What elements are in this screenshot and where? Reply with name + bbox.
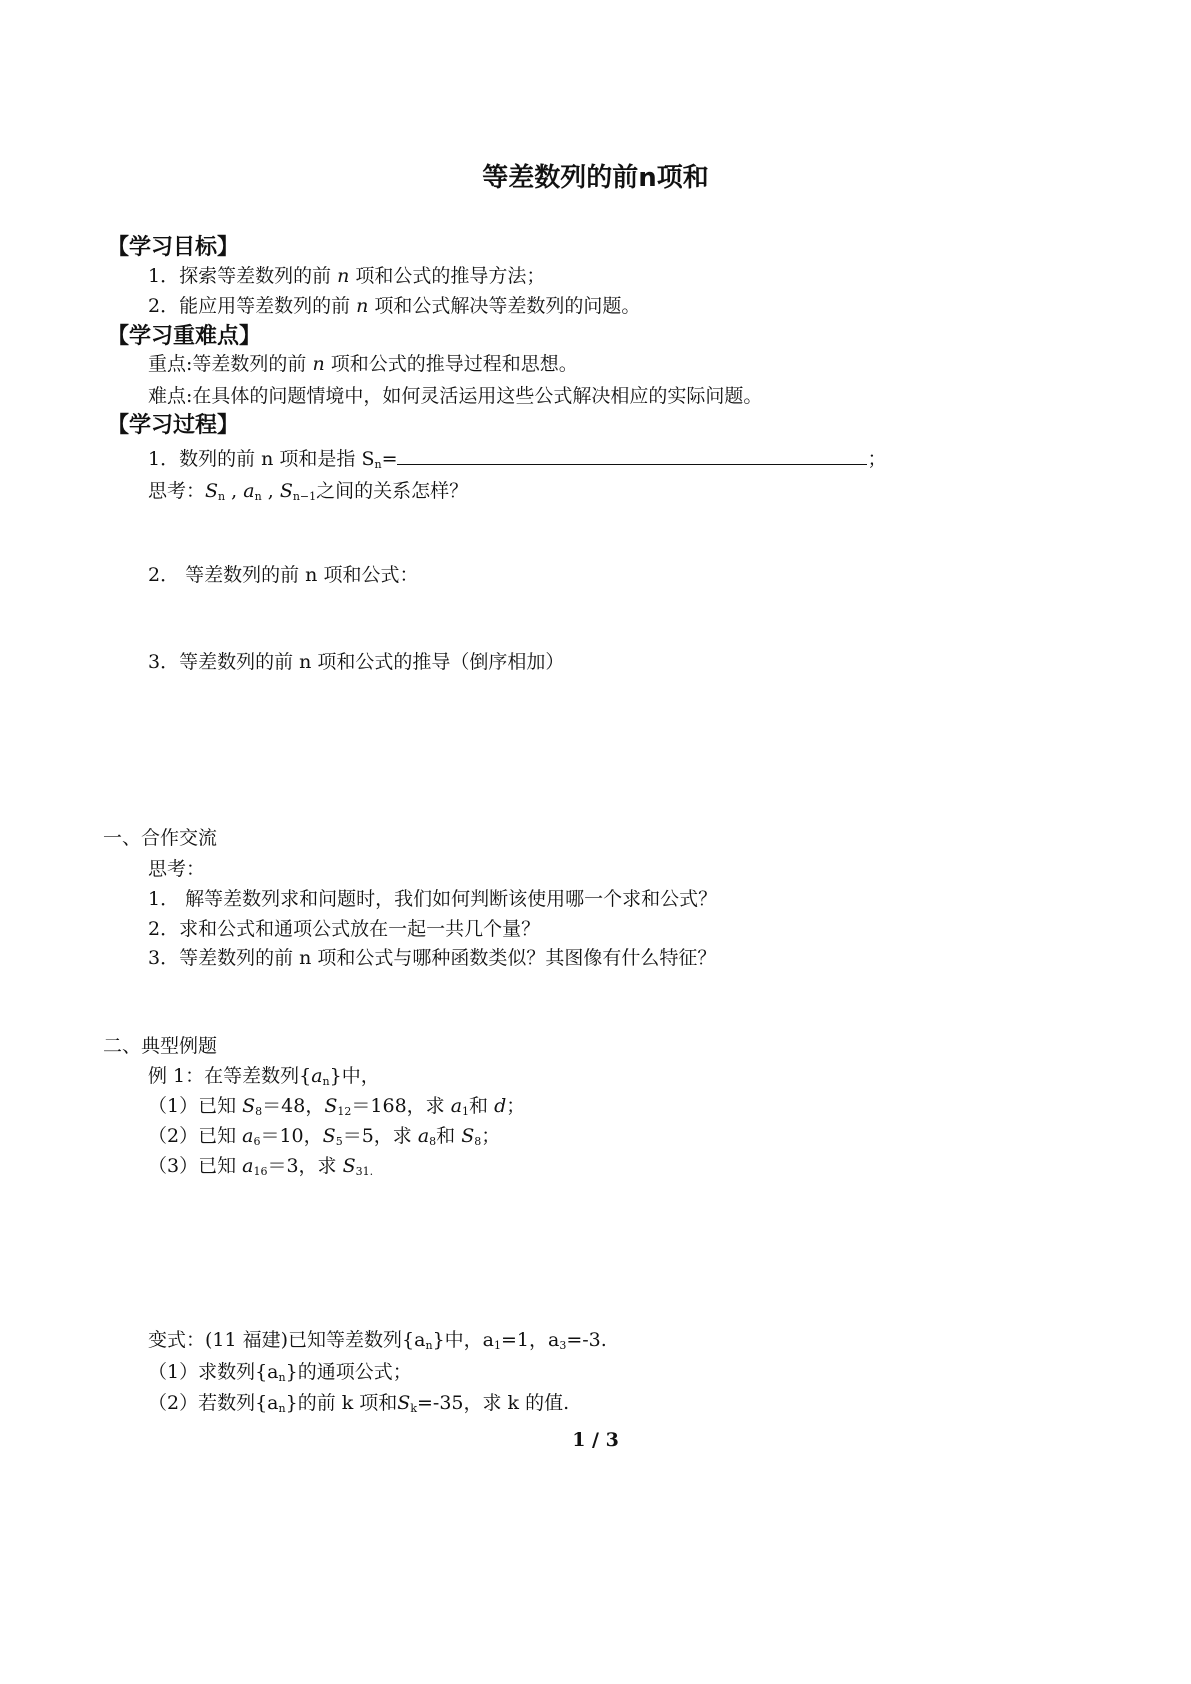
text-segment: a xyxy=(417,1125,430,1147)
page-title: 等差数列的前n项和 xyxy=(482,163,709,193)
text-segment: S xyxy=(242,1095,256,1117)
think-q1 xyxy=(148,887,717,911)
answer-blank xyxy=(397,446,867,465)
text-segment: 之间的关系怎样？ xyxy=(316,480,469,502)
text-segment: 重点:等差数列的前 xyxy=(148,353,313,375)
text-segment: 1．探索等差数列的前 xyxy=(148,265,338,287)
text-segment: ＝168，求 xyxy=(351,1095,451,1117)
text-segment: a xyxy=(242,1155,254,1177)
text-segment: 思考： xyxy=(148,480,206,502)
process-item-2 xyxy=(148,563,418,587)
text-segment: 8 xyxy=(255,1105,263,1118)
text-segment: k xyxy=(410,1402,417,1415)
text-segment: （3）已知 xyxy=(148,1155,243,1177)
text-segment: 1 xyxy=(493,1339,501,1352)
text-segment: ； xyxy=(481,1125,501,1147)
text-segment: S xyxy=(324,1095,338,1117)
text-segment: ＝48， xyxy=(262,1095,325,1117)
process-item-3 xyxy=(148,650,564,674)
text-segment: n xyxy=(356,295,369,317)
text-segment: = xyxy=(381,448,398,470)
text-segment: 思考： xyxy=(148,858,206,880)
text-segment: 3．等差数列的前 n 项和公式的推导（倒序相加） xyxy=(148,651,565,673)
text-segment: 12 xyxy=(337,1105,352,1118)
text-segment: a xyxy=(242,1125,254,1147)
text-segment: （1）求数列{a xyxy=(148,1361,279,1383)
example-1-part-2 xyxy=(148,1124,500,1154)
text-segment: n xyxy=(312,353,325,375)
text-segment: }中， xyxy=(329,1065,380,1087)
text-segment: , xyxy=(225,480,244,502)
text-segment: 项和公式的推导过程和思想。 xyxy=(324,353,578,375)
text-segment: a xyxy=(311,1065,323,1087)
text-segment: n xyxy=(374,458,382,471)
text-segment: 16 xyxy=(253,1165,268,1178)
text-segment: ＝5，求 xyxy=(342,1125,418,1147)
example-1-part-3 xyxy=(148,1154,373,1184)
text-segment: 和 xyxy=(469,1095,495,1117)
section-learning-goals xyxy=(107,236,239,260)
text-segment: 2．能应用等差数列的前 xyxy=(148,295,357,317)
text-segment: 难点:在具体的问题情境中，如何灵活运用这些公式解决相应的实际问题。 xyxy=(148,385,763,407)
think-q3 xyxy=(148,946,716,970)
section-process xyxy=(107,414,239,438)
section-examples xyxy=(103,1034,217,1058)
page-number: 1 / 3 xyxy=(572,1429,619,1451)
think-question xyxy=(148,479,468,509)
text-segment: d xyxy=(494,1095,507,1117)
text-segment: S xyxy=(205,480,219,502)
text-segment: 1． 解等差数列求和问题时，我们如何判断该使用哪一个求和公式？ xyxy=(148,888,718,910)
text-segment: n xyxy=(425,1339,433,1352)
text-segment: S xyxy=(279,480,293,502)
example-1 xyxy=(148,1064,380,1094)
think-label xyxy=(148,857,205,881)
text-segment: }中，a xyxy=(432,1329,494,1351)
text-segment: n xyxy=(337,265,350,287)
text-segment: S xyxy=(397,1392,411,1414)
text-segment: 项和公式解决等差数列的问题。 xyxy=(368,295,641,317)
text-segment: =1，a xyxy=(500,1329,560,1351)
text-segment: 2．求和公式和通项公式放在一起一共几个量？ xyxy=(148,918,541,940)
text-segment: n xyxy=(278,1402,286,1415)
think-q2 xyxy=(148,917,540,941)
text-segment: 和 xyxy=(436,1125,462,1147)
text-segment: （2）已知 xyxy=(148,1125,243,1147)
text-segment: 5 xyxy=(335,1135,343,1148)
text-segment: （1）已知 xyxy=(148,1095,243,1117)
text-segment: 二、典型例题 xyxy=(103,1035,218,1057)
key-point xyxy=(148,352,578,376)
text-segment: 3 xyxy=(559,1339,567,1352)
text-segment: 一、合作交流 xyxy=(103,827,218,849)
text-segment: ； xyxy=(867,448,887,470)
text-segment: 31. xyxy=(355,1165,374,1178)
text-segment: 3．等差数列的前 n 项和公式与哪种函数类似？其图像有什么特征？ xyxy=(148,947,717,969)
text-segment: 2． 等差数列的前 n 项和公式： xyxy=(148,564,419,586)
text-segment: 8 xyxy=(474,1135,482,1148)
variant-part-1 xyxy=(148,1360,412,1390)
text-segment: 6 xyxy=(253,1135,261,1148)
text-segment: 例 1：在等差数列{ xyxy=(148,1065,312,1087)
goal-1 xyxy=(148,264,545,288)
text-segment: ＝3，求 xyxy=(267,1155,343,1177)
text-segment: , xyxy=(261,480,280,502)
text-segment: ＝10， xyxy=(260,1125,323,1147)
difficult-point xyxy=(148,384,762,408)
variant-part-2 xyxy=(148,1391,569,1421)
text-segment: ； xyxy=(506,1095,526,1117)
text-segment: S xyxy=(461,1125,475,1147)
text-segment: =-35，求 k 的值. xyxy=(417,1392,570,1414)
process-item-1 xyxy=(148,446,887,477)
text-segment: }的通项公式； xyxy=(285,1361,412,1383)
variant-question xyxy=(148,1328,607,1358)
text-segment: 【学习重难点】 xyxy=(107,324,262,349)
text-segment: }的前 k 项和 xyxy=(285,1392,398,1414)
text-segment: S xyxy=(342,1155,356,1177)
goal-2 xyxy=(148,294,640,318)
text-segment: n xyxy=(278,1371,286,1384)
text-segment: =-3. xyxy=(566,1329,607,1351)
text-segment: 【学习目标】 xyxy=(107,235,240,260)
text-segment: 变式：(11 福建)已知等差数列{a xyxy=(148,1329,426,1351)
text-segment: 1 xyxy=(462,1105,470,1118)
text-segment: a xyxy=(243,480,255,502)
text-segment: n xyxy=(322,1075,330,1088)
text-segment: n−1 xyxy=(292,490,317,503)
example-1-part-1 xyxy=(148,1094,525,1124)
section-cooperation xyxy=(103,826,217,850)
text-segment: n xyxy=(218,490,226,503)
text-segment: 项和公式的推导方法； xyxy=(349,265,546,287)
text-segment: 【学习过程】 xyxy=(107,413,240,438)
text-segment: a xyxy=(450,1095,463,1117)
text-segment: n xyxy=(254,490,262,503)
text-segment: S xyxy=(322,1125,336,1147)
section-key-points xyxy=(107,325,261,349)
text-segment: 1．数列的前 n 项和是指 S xyxy=(148,448,375,470)
text-segment: （2）若数列{a xyxy=(148,1392,279,1414)
text-segment: 8 xyxy=(429,1135,437,1148)
